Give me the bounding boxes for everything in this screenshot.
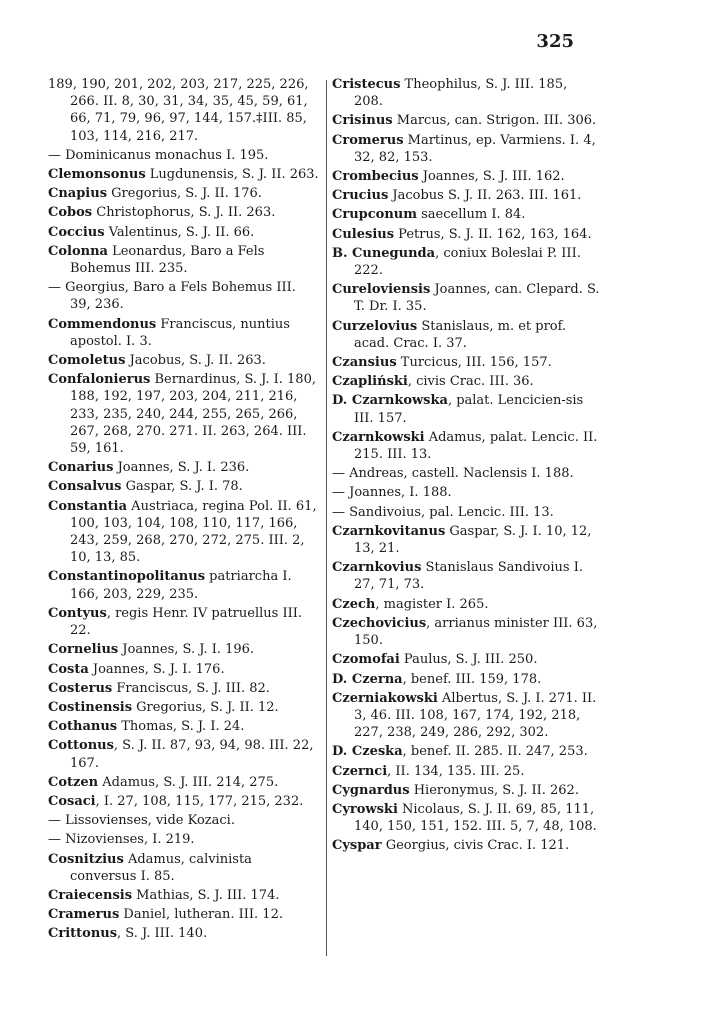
entry-text: Joannes, S. J. I. 236. <box>113 460 250 476</box>
entry-text: Joannes, S. J. I. 196. <box>118 642 255 658</box>
entry-headword: Czarnkovitanus <box>332 523 446 539</box>
index-entry <box>332 782 600 799</box>
entry-text: Joannes, can. Clepard. S. T. Dr. I. 35. <box>354 282 600 315</box>
entry-text: Marcus, can. Strigon. III. 306. <box>392 113 597 129</box>
entry-text: Gregorius, S. J. II. 176. <box>107 186 262 202</box>
index-entry <box>332 392 600 426</box>
entry-text: , regis Henr. IV patruellus III. 22. <box>70 605 302 639</box>
index-entry <box>332 596 600 613</box>
entry-headword: Czansius <box>332 355 397 371</box>
entry-text: — Nizovienses, I. 219. <box>48 832 195 848</box>
entry-text: , magister I. 265. <box>375 596 489 612</box>
entry-text: saecellum I. 84. <box>416 207 526 223</box>
entry-headword: Cottonus <box>48 738 114 754</box>
index-entry <box>48 906 320 923</box>
index-entry <box>332 226 600 243</box>
entry-text: Franciscus, S. J. III. 82. <box>112 680 270 696</box>
entry-text: , arrianus minister III. 63, 150. <box>354 615 598 649</box>
entry-headword: Czernci <box>332 763 388 779</box>
entry-text: — Lissovienses, vide Kozaci. <box>48 813 235 829</box>
entry-headword: Colonna <box>48 243 108 259</box>
index-entry <box>48 887 320 904</box>
index-entry <box>48 316 320 350</box>
index-entry <box>48 774 320 791</box>
entry-headword: Czapliński <box>332 374 408 390</box>
index-entry <box>332 281 600 315</box>
index-entry <box>48 812 320 829</box>
index-entry <box>332 206 600 223</box>
entry-text: Hieronymus, S. J. II. 262. <box>409 782 579 798</box>
index-entry <box>332 429 600 463</box>
entry-headword: D. Czerna <box>332 671 403 687</box>
index-entry <box>332 743 600 760</box>
entry-text: Gregorius, S. J. II. 12. <box>132 699 279 715</box>
index-entry <box>332 373 600 390</box>
entry-text: , II. 134, 135. III. 25. <box>387 763 525 779</box>
index-entry <box>48 605 320 639</box>
entry-headword: D. Czarnkowska <box>332 393 448 409</box>
index-entry <box>332 187 600 204</box>
index-entry <box>48 793 320 810</box>
entry-text: , civis Crac. III. 36. <box>407 374 534 390</box>
index-entry <box>48 185 320 202</box>
entry-headword: Cothanus <box>48 719 118 735</box>
entry-text: , S. J. II. 87, 93, 94, 98. III. 22, 167. <box>70 738 314 771</box>
index-entry <box>332 112 600 129</box>
column-divider <box>326 80 327 956</box>
entry-headword: Cyrowski <box>332 801 398 817</box>
entry-text: , S. J. III. 140. <box>117 926 208 942</box>
entry-headword: Culesius <box>332 226 395 242</box>
entry-text: — Andreas, castell. Naclensis I. 188. <box>332 466 574 482</box>
index-entry <box>48 279 320 313</box>
entry-text: Gaspar, S. J. I. 10, 12, 13, 21. <box>354 523 592 557</box>
entry-text: Adamus, calvinista conversus I. 85. <box>70 851 252 884</box>
entry-headword: Constantinopolitanus <box>48 569 206 585</box>
index-entry <box>48 851 320 885</box>
entry-headword: Czechovicius <box>332 615 427 631</box>
entry-headword: Constantia <box>48 498 128 514</box>
entry-headword: Crucius <box>332 188 389 204</box>
entry-text: Stanislaus, m. et prof. acad. Crac. I. 37. <box>354 318 567 351</box>
index-entry <box>332 465 600 482</box>
entry-headword: Cramerus <box>48 907 120 923</box>
entry-text: Jacobus, S. J. II. 263. <box>125 353 266 369</box>
entry-headword: Clemonsonus <box>48 167 146 183</box>
entry-headword: Confalonierus <box>48 372 151 388</box>
entry-headword: Comoletus <box>48 353 126 369</box>
entry-text: Turcicus, III. 156, 157. <box>396 355 552 371</box>
entry-headword: Cnapius <box>48 186 108 202</box>
entry-headword: Cosnitzius <box>48 851 124 867</box>
entry-headword: B. Cunegunda <box>332 245 436 261</box>
index-entry <box>332 484 600 501</box>
entry-text: Franciscus, nuntius apostol. I. 3. <box>70 316 290 349</box>
entry-text: Gaspar, S. J. I. 78. <box>121 479 243 495</box>
entry-text: , coniux Boleslai P. III. 222. <box>354 245 581 279</box>
entry-headword: Consalvus <box>48 479 122 495</box>
entry-text: Christophorus, S. J. II. 263. <box>92 205 276 221</box>
index-entry <box>48 661 320 678</box>
index-entry <box>48 737 320 771</box>
entry-headword: Czerniakowski <box>332 690 438 706</box>
index-entry <box>48 147 320 164</box>
index-entry <box>332 354 600 371</box>
entry-headword: Czech <box>332 596 376 612</box>
entry-headword: Cureloviensis <box>332 282 431 298</box>
entry-text: Valentinus, S. J. II. 66. <box>104 224 255 240</box>
entry-text: , I. 27, 108, 115, 177, 215, 232. <box>95 793 304 809</box>
index-entry <box>332 559 600 593</box>
entry-headword: Cygnardus <box>332 782 410 798</box>
entry-text: Austriaca, regina Pol. II. 61, 100, 103, 104, 108, 110, 117, 166, 243, 259, 268, 270, 272, 275. III. 2, 10, 13, 85. <box>70 498 317 566</box>
entry-text: — Joannes, I. 188. <box>332 485 452 501</box>
entry-headword: Cristecus <box>332 77 401 92</box>
index-entry <box>332 690 600 742</box>
entry-text: 189, 190, 201, 202, 203, 217, 225, 226, 266. II. 8, 30, 31, 34, 35, 45, 59, 61, 66, 71, 79, 96, 97, 144, 157.‡III. 85, 103, 114, 216, 217. <box>48 77 309 144</box>
index-entry <box>332 837 600 854</box>
entry-text: Adamus, palat. Lencic. II. 215. III. 13. <box>354 429 598 463</box>
entry-headword: Cosaci <box>48 793 96 809</box>
entry-text: Mathias, S. J. III. 174. <box>132 887 280 903</box>
entry-headword: Czarnkowski <box>332 429 425 445</box>
index-entry <box>332 615 600 649</box>
index-column-right <box>332 76 600 857</box>
index-entry <box>332 504 600 521</box>
index-entry <box>48 925 320 942</box>
entry-text: Leonardus, Baro a Fels Bohemus III. 235. <box>70 243 265 277</box>
index-entry <box>48 498 320 567</box>
entry-text: — Georgius, Baro a Fels Bohemus III. 39, 236. <box>48 280 296 313</box>
index-entry <box>332 245 600 279</box>
entry-headword: Cotzen <box>48 774 99 790</box>
index-entry <box>48 224 320 241</box>
entry-text: Stanislaus Sandivoius I. 27, 71, 73. <box>354 560 583 593</box>
entry-text: — Sandivoius, pal. Lencic. III. 13. <box>332 504 554 520</box>
entry-text: Petrus, S. J. II. 162, 163, 164. <box>394 226 592 242</box>
entry-headword: Cobos <box>48 205 93 221</box>
entry-headword: Coccius <box>48 224 105 240</box>
index-entry <box>48 831 320 848</box>
entry-headword: Costinensis <box>48 699 133 715</box>
entry-text: — Dominicanus monachus I. 195. <box>48 147 269 163</box>
index-entry <box>48 243 320 277</box>
entry-text: Bernardinus, S. J. I. 180, 188, 192, 197, 203, 204, 211, 216, 233, 235, 240, 244, 255, 265, 266, 267, 268, 270. 271. II. 263, 264. III. 59, 161. <box>70 372 316 457</box>
entry-text: , benef. II. 285. II. 247, 253. <box>402 744 588 760</box>
index-entry <box>332 671 600 688</box>
entry-headword: Crittonus <box>48 926 118 942</box>
index-entry <box>332 132 600 166</box>
index-entry <box>48 459 320 476</box>
entry-text: Jacobus S. J. II. 263. III. 161. <box>388 188 582 204</box>
index-entry <box>332 801 600 835</box>
entry-headword: Costerus <box>48 680 113 696</box>
index-entry <box>332 763 600 780</box>
entry-headword: Cornelius <box>48 642 119 658</box>
entry-headword: Costa <box>48 661 89 677</box>
entry-text: Daniel, lutheran. III. 12. <box>119 907 283 923</box>
entry-headword: Conarius <box>48 460 114 476</box>
index-entry <box>48 371 320 457</box>
entry-text: Nicolaus, S. J. II. 69, 85, 111, 140, 150, 151, 152. III. 5, 7, 48, 108. <box>354 801 597 835</box>
entry-headword: Commendonus <box>48 316 157 332</box>
entry-headword: D. Czeska <box>332 744 403 760</box>
index-entry <box>48 568 320 602</box>
index-entry <box>48 352 320 369</box>
index-entry <box>332 651 600 668</box>
index-entry <box>332 523 600 557</box>
index-entry <box>48 680 320 697</box>
entry-text: patriarcha I. 166, 203, 229, 235. <box>70 569 292 602</box>
index-entry <box>48 641 320 658</box>
entry-headword: Curzelovius <box>332 318 418 334</box>
entry-headword: Cromerus <box>332 132 404 148</box>
entry-text: Lugdunensis, S. J. II. 263. <box>145 167 319 183</box>
index-entry <box>332 168 600 185</box>
entry-text: Joannes, S. J. III. 162. <box>418 169 565 185</box>
index-entry <box>48 478 320 495</box>
entry-text: , palat. Lencicien-sis III. 157. <box>354 393 584 426</box>
entry-headword: Cyspar <box>332 838 382 854</box>
entry-text: Theophilus, S. J. III. 185, 208. <box>354 77 568 110</box>
index-entry <box>332 318 600 352</box>
entry-text: Georgius, civis Crac. I. 121. <box>381 838 570 854</box>
entry-headword: Czomofai <box>332 652 400 668</box>
entry-text: , benef. III. 159, 178. <box>402 671 542 687</box>
index-entry <box>332 76 600 110</box>
entry-headword: Czarnkovius <box>332 560 422 576</box>
entry-text: Joannes, S. J. I. 176. <box>88 661 225 677</box>
index-entry <box>48 699 320 716</box>
entry-text: Martinus, ep. Varmiens. I. 4, 32, 82, 153. <box>354 132 596 165</box>
entry-text: Paulus, S. J. III. 250. <box>399 652 538 668</box>
index-entry <box>48 204 320 221</box>
entry-headword: Crupconum <box>332 207 417 223</box>
entry-headword: Contyus <box>48 605 107 621</box>
index-entry <box>48 76 320 145</box>
index-entry <box>48 718 320 735</box>
entry-headword: Craiecensis <box>48 887 133 903</box>
page-number: 325 <box>536 31 574 52</box>
index-column-left <box>48 76 320 945</box>
entry-text: Albertus, S. J. I. 271. II. 3, 46. III. 108, 167, 174, 192, 218, 227, 238, 249, 286, 292, 302. <box>354 690 597 741</box>
index-entry <box>48 166 320 183</box>
entry-headword: Crombecius <box>332 169 419 185</box>
entry-text: Adamus, S. J. III. 214, 275. <box>98 774 279 790</box>
entry-text: Thomas, S. J. I. 24. <box>117 719 245 735</box>
entry-headword: Crisinus <box>332 113 393 129</box>
